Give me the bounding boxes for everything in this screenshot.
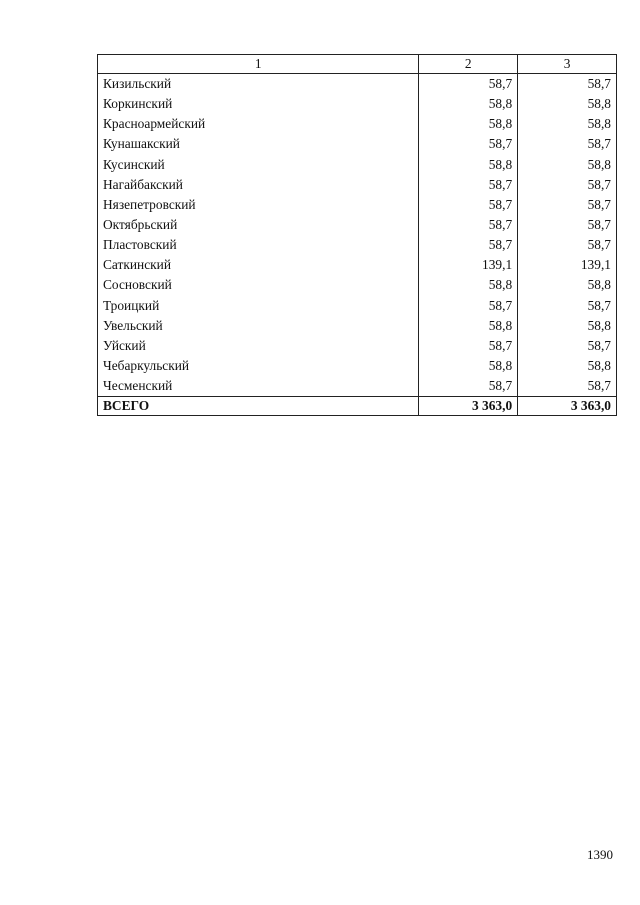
value-col-3: 58,8 <box>518 356 617 376</box>
district-name: Кусинский <box>98 155 419 175</box>
district-name: Саткинский <box>98 255 419 275</box>
value-col-2: 58,8 <box>419 155 518 175</box>
district-name: Сосновский <box>98 275 419 295</box>
district-name: Пластовский <box>98 235 419 255</box>
table-row <box>98 94 617 114</box>
district-name: Красноармейский <box>98 114 419 134</box>
value-col-3: 58,7 <box>518 336 617 356</box>
district-name: Нязепетровский <box>98 195 419 215</box>
value-col-2: 58,7 <box>419 235 518 255</box>
table-row <box>98 255 617 275</box>
table-row <box>98 235 617 255</box>
value-col-2: 58,7 <box>419 376 518 397</box>
value-col-2: 139,1 <box>419 255 518 275</box>
table-row <box>98 275 617 295</box>
value-col-3: 58,8 <box>518 155 617 175</box>
value-col-3: 58,7 <box>518 74 617 95</box>
header-col-1: 1 <box>98 55 419 74</box>
allocation-table <box>97 54 617 416</box>
value-col-3: 58,8 <box>518 275 617 295</box>
table-row <box>98 316 617 336</box>
value-col-2: 58,7 <box>419 175 518 195</box>
total-label: ВСЕГО <box>98 397 419 416</box>
value-col-2: 58,7 <box>419 74 518 95</box>
total-col-3: 3 363,0 <box>518 397 617 416</box>
district-name: Кизильский <box>98 74 419 95</box>
header-col-2: 2 <box>419 55 518 74</box>
table-row <box>98 215 617 235</box>
value-col-2: 58,8 <box>419 114 518 134</box>
value-col-2: 58,8 <box>419 316 518 336</box>
district-name: Чебаркульский <box>98 356 419 376</box>
value-col-3: 58,7 <box>518 376 617 397</box>
value-col-3: 58,7 <box>518 175 617 195</box>
value-col-2: 58,7 <box>419 215 518 235</box>
value-col-3: 58,7 <box>518 235 617 255</box>
value-col-2: 58,8 <box>419 356 518 376</box>
table-row <box>98 296 617 316</box>
value-col-3: 58,7 <box>518 195 617 215</box>
value-col-2: 58,7 <box>419 195 518 215</box>
district-name: Нагайбакский <box>98 175 419 195</box>
district-name: Уйский <box>98 336 419 356</box>
table-row <box>98 114 617 134</box>
value-col-2: 58,7 <box>419 134 518 154</box>
table-row <box>98 195 617 215</box>
district-name: Октябрьский <box>98 215 419 235</box>
header-col-3: 3 <box>518 55 617 74</box>
value-col-3: 58,8 <box>518 114 617 134</box>
total-col-2: 3 363,0 <box>419 397 518 416</box>
value-col-3: 58,7 <box>518 296 617 316</box>
table-row <box>98 336 617 356</box>
value-col-3: 58,7 <box>518 134 617 154</box>
value-col-2: 58,7 <box>419 296 518 316</box>
total-row <box>98 397 617 416</box>
table-row <box>98 74 617 95</box>
value-col-2: 58,7 <box>419 336 518 356</box>
table-row <box>98 376 617 397</box>
value-col-3: 58,7 <box>518 215 617 235</box>
value-col-3: 58,8 <box>518 316 617 336</box>
district-name: Троицкий <box>98 296 419 316</box>
table-row <box>98 356 617 376</box>
table-header <box>98 55 617 74</box>
district-name: Чесменский <box>98 376 419 397</box>
table-row <box>98 134 617 154</box>
district-name: Коркинский <box>98 94 419 114</box>
header-row <box>98 55 617 74</box>
value-col-2: 58,8 <box>419 94 518 114</box>
page-number: 1390 <box>587 847 613 862</box>
value-col-2: 58,8 <box>419 275 518 295</box>
table-body <box>98 74 617 416</box>
district-name: Увельский <box>98 316 419 336</box>
district-name: Кунашакский <box>98 134 419 154</box>
value-col-3: 58,8 <box>518 94 617 114</box>
table-row <box>98 175 617 195</box>
table-row <box>98 155 617 175</box>
value-col-3: 139,1 <box>518 255 617 275</box>
